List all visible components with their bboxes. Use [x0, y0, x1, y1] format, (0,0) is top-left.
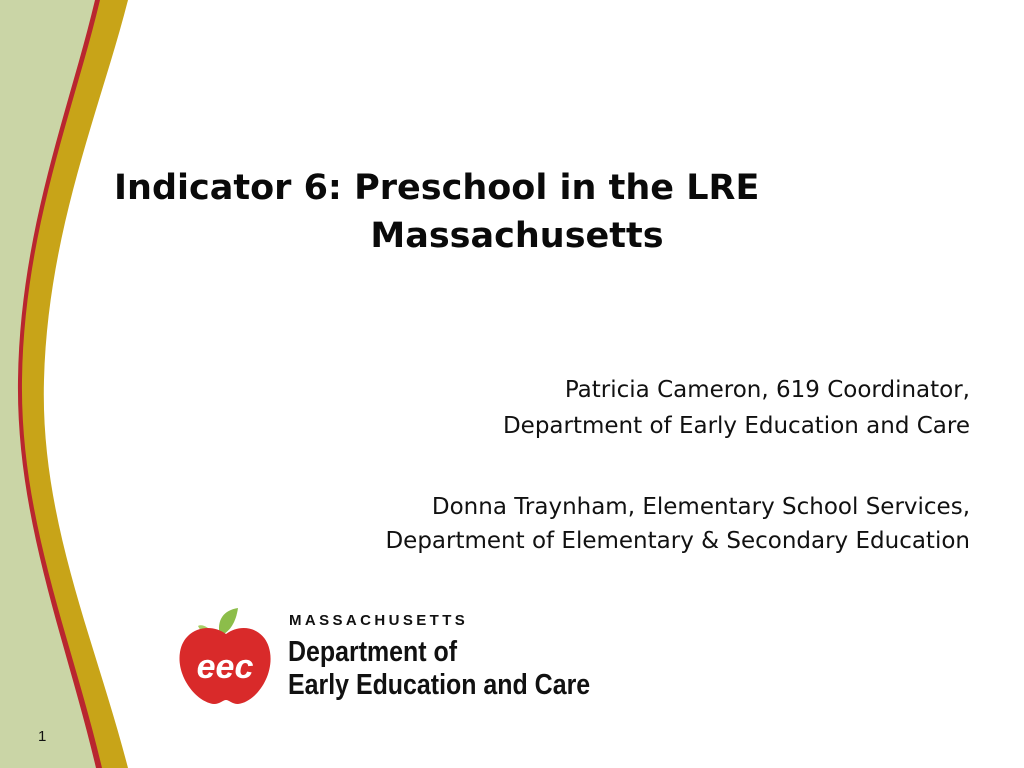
eec-logo	[176, 606, 646, 716]
apple-logo-icon	[176, 606, 276, 710]
title-line-1: Indicator 6: Preschool in the LRE	[114, 168, 760, 208]
logo-state-label: MASSACHUSETTS	[289, 612, 469, 629]
logo-department-line-1: Department of	[288, 636, 458, 668]
presenter-1-department: Department of Early Education and Care	[502, 413, 970, 439]
logo-department-line-2: Early Education and Care	[288, 669, 591, 701]
presenter-2-name: Donna Traynham, Elementary School Services,	[431, 494, 970, 520]
presenter-2-department: Department of Elementary & Secondary Education	[385, 528, 970, 554]
spacer	[210, 444, 970, 490]
logo-department-name	[288, 636, 590, 702]
title-line-2: Massachusetts	[370, 216, 664, 256]
presenter-1-name: Patricia Cameron, 619 Coordinator,	[564, 377, 970, 403]
slide-title	[100, 164, 870, 260]
slide-number: 1	[38, 728, 47, 745]
decorative-side-band	[0, 0, 140, 768]
presenters-block	[210, 372, 970, 558]
eec-mark-text: eec	[196, 648, 254, 686]
